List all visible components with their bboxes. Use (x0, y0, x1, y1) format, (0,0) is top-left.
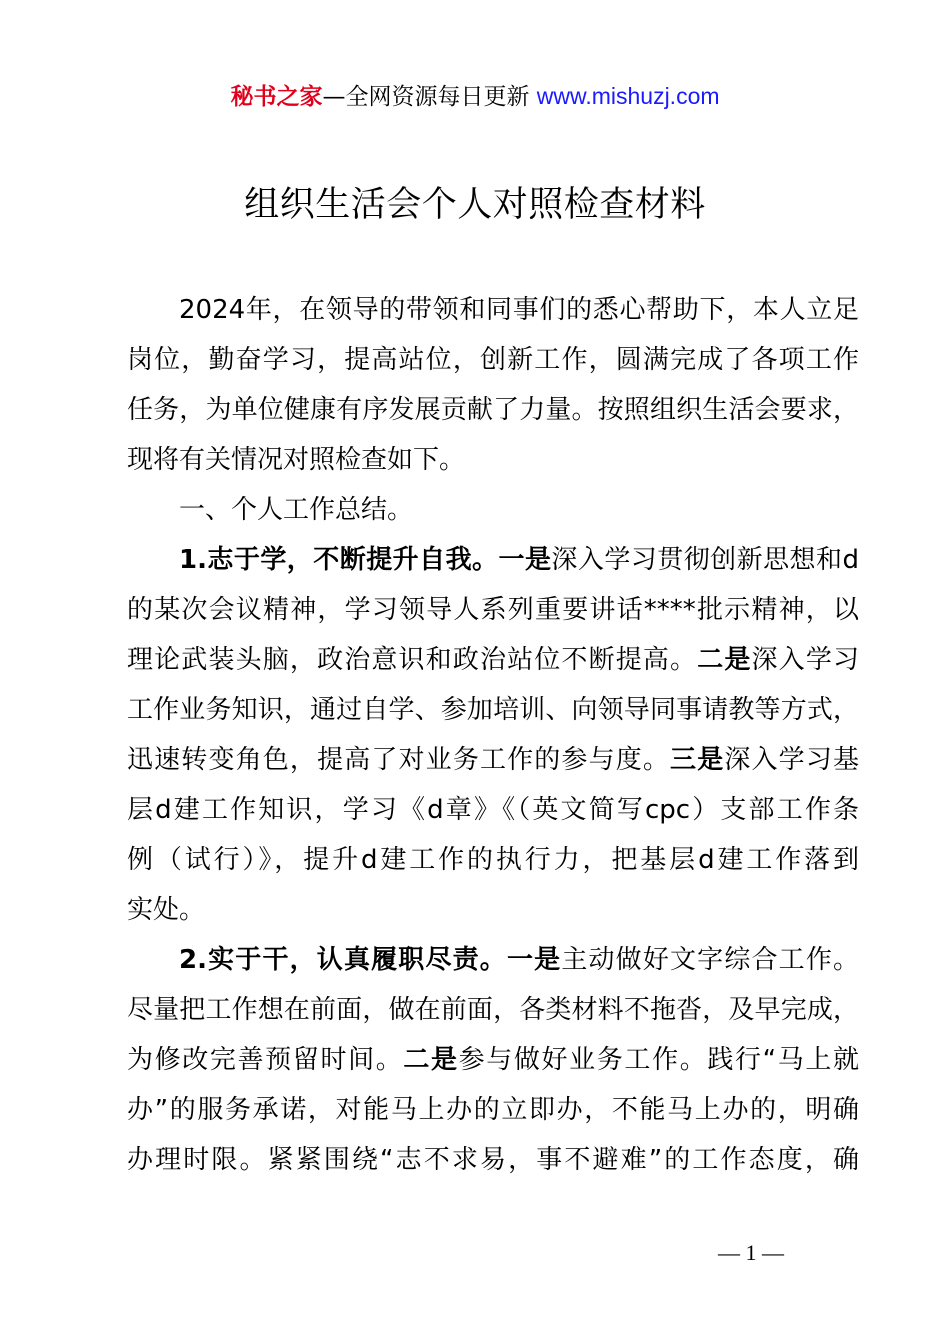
p1-text-1: 深入学习贯彻创新思想和d (551, 545, 859, 575)
p1-marker-1: 一是 (498, 545, 552, 575)
p1-line-5 (127, 735, 859, 785)
site-tagline: —全网资源每日更新 (322, 84, 530, 110)
p1-line-6: 层d建工作知识，学习《d章》《（英文简写cpc）支部工作条 (127, 795, 859, 825)
p1-line-7: 例（试行）》，提升d建工作的执行力，把基层d建工作落到 (127, 845, 859, 875)
section-heading-1: 一、个人工作总结。 (179, 495, 414, 525)
p1-marker-2: 二是 (697, 645, 752, 675)
p2-marker-1: 一是 (506, 945, 562, 975)
document-title: 组织生活会个人对照检查材料 (244, 185, 706, 225)
p2-line-1 (127, 935, 859, 985)
p1-line-2: 的某次会议精神，学习领导人系列重要讲话****批示精神，以 (127, 595, 859, 625)
site-url-link[interactable]: www.mishuzj.com (536, 83, 720, 109)
p2-text-1: 主动做好文字综合工作。 (561, 945, 859, 975)
p1-text-5b: 深入学习基 (724, 745, 859, 775)
p1-text-3b: 深入学习 (751, 645, 859, 675)
intro-line-3: 任务，为单位健康有序发展贡献了力量。按照组织生活会要求， (127, 395, 859, 425)
p1-line-8: 实处。 (127, 895, 206, 925)
p1-text-5: 迅速转变角色，提高了对业务工作的参与度。 (127, 745, 671, 775)
p2-line-4: 办”的服务承诺，对能马上办的立即办，不能马上办的，明确 (127, 1095, 859, 1125)
p2-heading: 2.实于干，认真履职尽责。 (179, 945, 507, 975)
p2-line-3 (127, 1035, 859, 1085)
p1-text-3: 理论武装头脑，政治意识和政治站位不断提高。 (127, 645, 698, 675)
document-body (127, 285, 859, 1185)
p1-marker-3: 三是 (670, 745, 725, 775)
p2-text-3: 为修改完善预留时间。 (127, 1045, 404, 1075)
p1-heading: 1.志于学，不断提升自我。 (179, 545, 499, 575)
intro-line-2: 岗位，勤奋学习，提高站位，创新工作，圆满完成了各项工作 (127, 345, 859, 375)
p2-line-2: 尽量把工作想在前面，做在前面，各类材料不拖沓，及早完成， (127, 995, 859, 1025)
intro-line-4: 现将有关情况对照检查如下。 (127, 445, 466, 475)
p2-line-5: 办理时限。紧紧围绕“志不求易，事不避难”的工作态度，确 (127, 1145, 859, 1175)
p2-marker-2: 二是 (403, 1045, 459, 1075)
p1-line-3 (127, 635, 859, 685)
intro-line-1: 2024年，在领导的带领和同事们的悉心帮助下，本人立足 (179, 295, 859, 325)
page-number: — 1 — (718, 1240, 784, 1265)
site-brand: 秘书之家 (230, 84, 323, 110)
site-banner (0, 80, 950, 113)
p1-line-4: 工作业务知识，通过自学、参加培训、向领导同事请教等方式， (127, 695, 859, 725)
p1-line-1 (127, 535, 859, 585)
p2-text-3b: 参与做好业务工作。践行“马上就 (458, 1045, 859, 1075)
